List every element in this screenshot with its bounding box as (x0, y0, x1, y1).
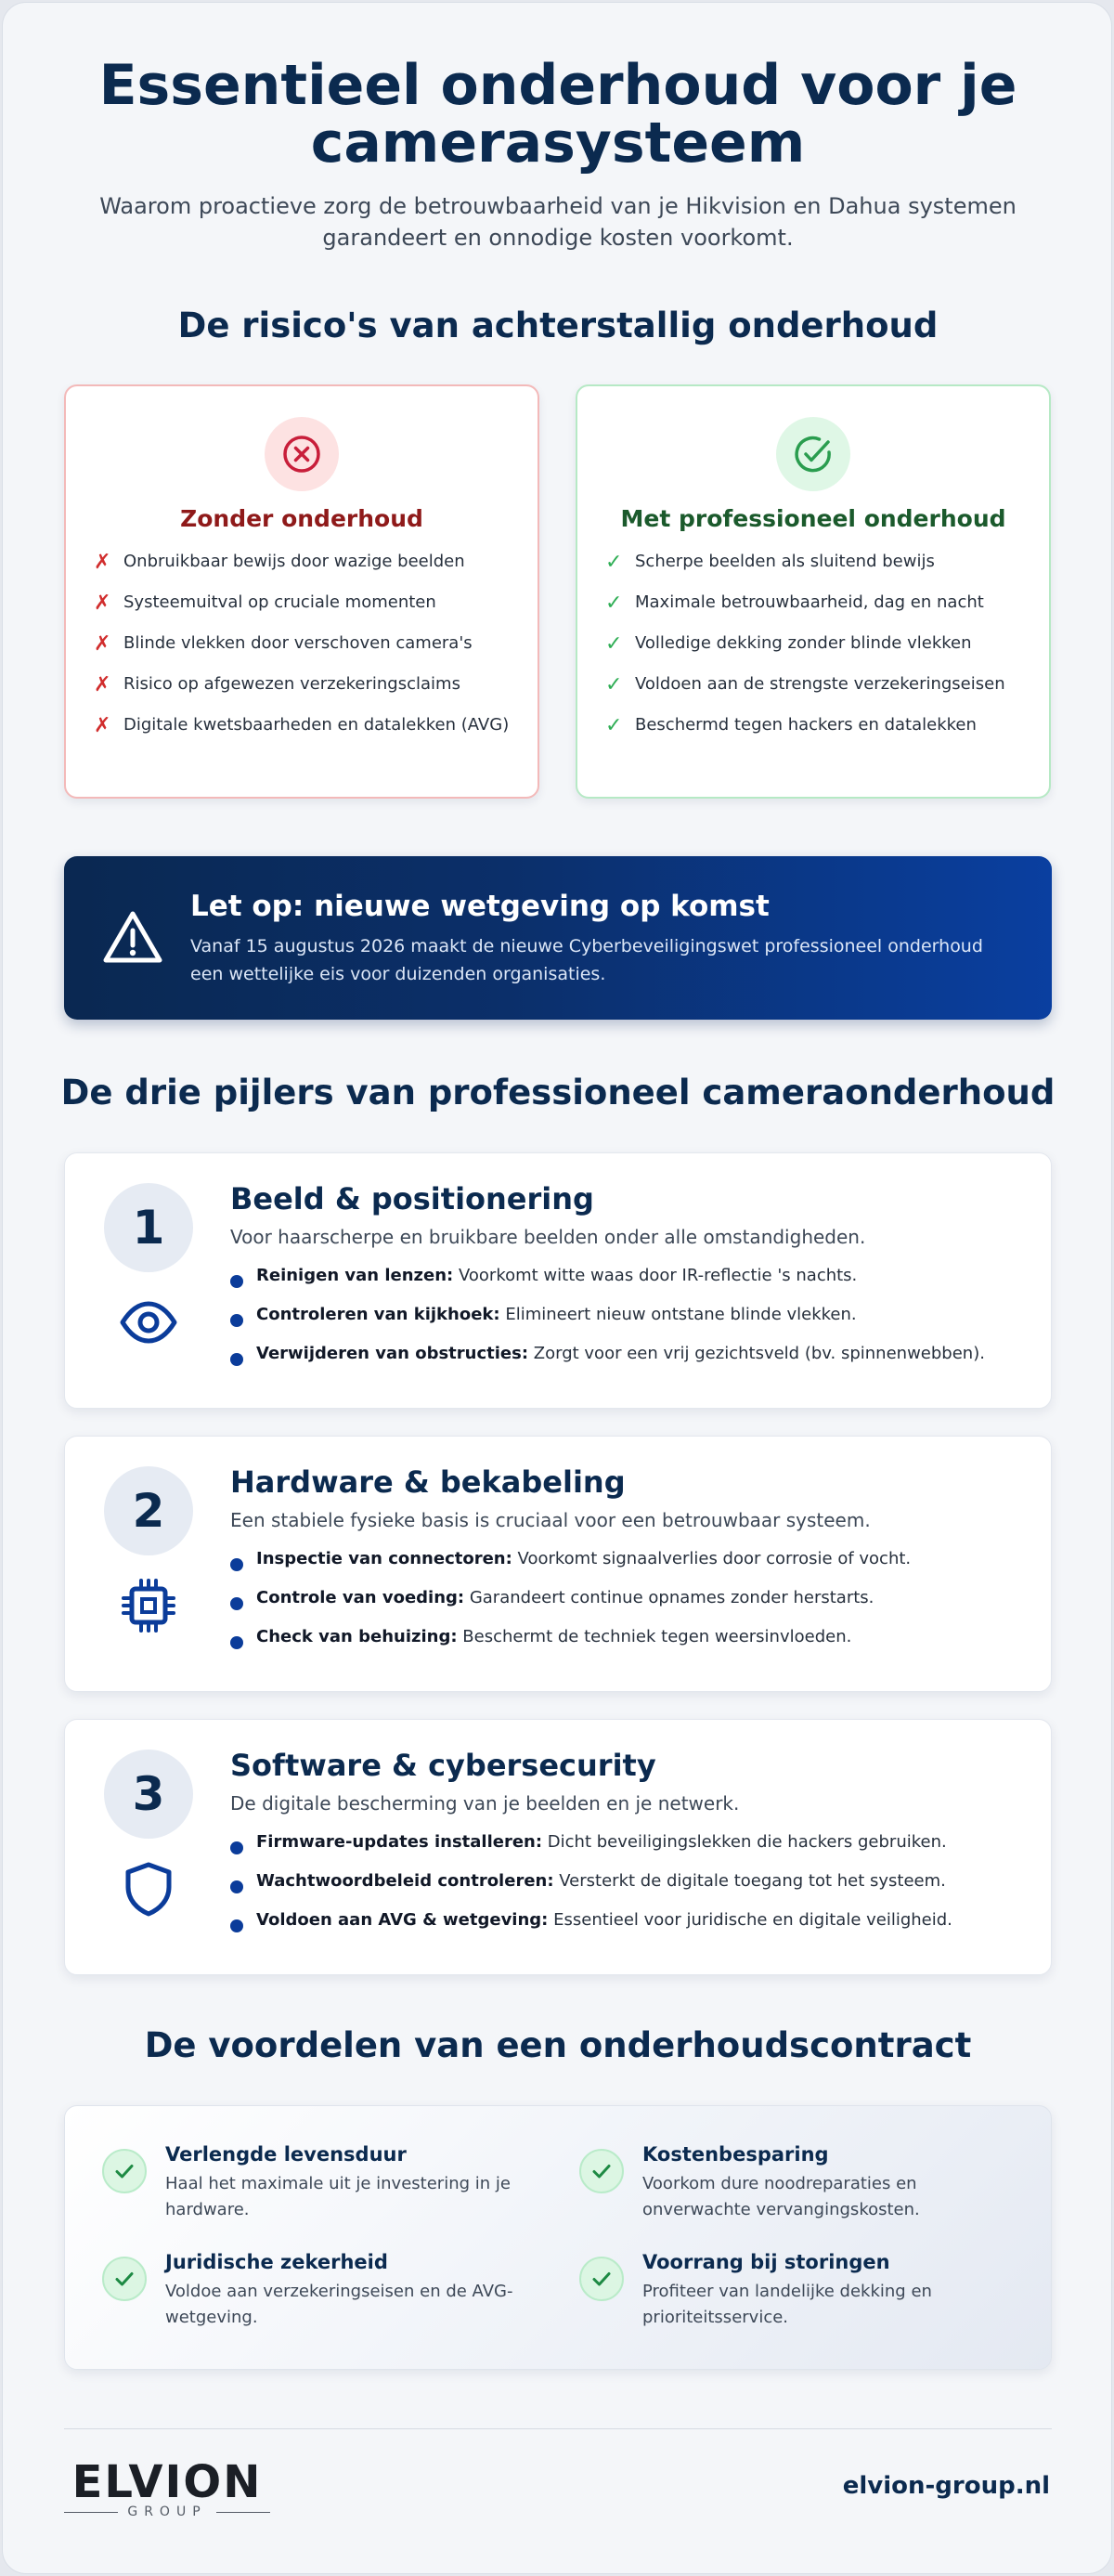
legislation-warning-banner (64, 856, 1052, 1020)
banner-title: Let op: nieuwe wetgeving op komst (190, 890, 770, 923)
check-mark-icon: ✓ (605, 551, 623, 574)
cross-mark-icon: ✗ (94, 632, 111, 656)
risk-item-text: Systeemuitval op cruciale momenten (123, 592, 436, 612)
benefit-text: Haal het maximale uit je investering in je hardware. (165, 2174, 511, 2219)
benefit-title: Juridische zekerheid (165, 2251, 388, 2273)
bullet-label: Check van behuizing: (256, 1627, 458, 1646)
risk-item-text: Digitale kwetsbaarheden en datalekken (AVG) (123, 715, 510, 735)
check-mark-icon: ✓ (605, 632, 623, 656)
bullet-text: Versterkt de digitale toegang tot het systeem. (553, 1871, 946, 1891)
bullet-dot (230, 1636, 243, 1649)
risks-section-title: De risico's van achterstallig onderhoud (177, 306, 939, 345)
list-item (230, 1624, 1029, 1650)
benefit-item-text: Scherpe beelden als sluitend bewijs (635, 552, 935, 571)
cross-mark-icon: ✗ (94, 592, 111, 615)
list-item (230, 1302, 1029, 1328)
without-maintenance-list (94, 549, 513, 753)
pillar-title: Beeld & positionering (230, 1181, 594, 1216)
pillar-title: Software & cybersecurity (230, 1748, 656, 1783)
pillar-number: 3 (104, 1750, 193, 1839)
elvion-logo (64, 2456, 270, 2519)
bullet-label: Voldoen aan AVG & wetgeving: (256, 1910, 549, 1930)
chip-icon (119, 1576, 178, 1635)
benefits-panel (64, 2105, 1052, 2370)
list-item (230, 1868, 1029, 1894)
page-subtitle: Waarom proactieve zorg de betrouwbaarheid van je Hikvision en Dahua systemen garandeert en onnodige kosten voorkomt. (99, 193, 1017, 251)
warning-triangle-icon (101, 906, 164, 969)
bullet-label: Controleren van kijkhoek: (256, 1305, 500, 1324)
pillars-section-title: De drie pijlers van professioneel cameraonderhoud (60, 1073, 1056, 1112)
bullet-text: Zorgt voor een vrij gezichtsveld (bv. spinnenwebben). (528, 1344, 985, 1363)
pillar-card-2 (64, 1436, 1052, 1692)
bullet-dot (230, 1841, 243, 1854)
check-icon (579, 2257, 624, 2301)
logo-subline (64, 2504, 270, 2519)
bullet-label: Controle van voeding: (256, 1588, 465, 1607)
x-circle-icon (265, 417, 339, 491)
pillar-bullet-list (230, 1263, 1029, 1380)
eye-icon (119, 1293, 178, 1352)
bullet-text: Voorkomt signaalverlies door corrosie of vocht. (512, 1549, 912, 1568)
benefit-text: Voorkom dure noodreparaties en onverwachte vervangingskosten. (642, 2174, 920, 2219)
list-item (94, 712, 513, 738)
benefits-section-title: De voordelen van een onderhoudscontract (144, 2025, 972, 2065)
list-item (230, 1546, 1029, 1572)
bullet-text: Beschermt de techniek tegen weersinvloeden. (457, 1627, 852, 1646)
benefit-item-text: Maximale betrouwbaarheid, dag en nacht (635, 592, 984, 612)
risk-item-text: Blinde vlekken door verschoven camera's (123, 633, 473, 653)
bullet-dot (230, 1353, 243, 1366)
list-item (605, 549, 1025, 575)
bullet-label: Reinigen van lenzen: (256, 1266, 454, 1285)
website-link[interactable]: elvion-group.nl (842, 2472, 1050, 2500)
logo-wordmark: ELVION (71, 2456, 263, 2508)
bullet-dot (230, 1597, 243, 1610)
check-mark-icon: ✓ (605, 673, 623, 696)
with-maintenance-title: Met professioneel onderhoud (620, 505, 1006, 532)
bullet-dot (230, 1558, 243, 1571)
pillar-bullet-list (230, 1546, 1029, 1663)
pillar-description: De digitale bescherming van je beelden en je netwerk. (230, 1792, 740, 1815)
pillar-number: 1 (104, 1183, 193, 1272)
benefit-text: Profiteer van landelijke dekking en prioriteitsservice. (642, 2282, 932, 2327)
pillar-bullet-list (230, 1829, 1029, 1946)
benefit-text: Voldoe aan verzekeringseisen en de AVG-wetgeving. (165, 2282, 513, 2327)
check-mark-icon: ✓ (605, 592, 623, 615)
bullet-label: Firmware-updates installeren: (256, 1832, 543, 1852)
list-item (605, 712, 1025, 738)
bullet-dot (230, 1919, 243, 1932)
with-maintenance-card (576, 384, 1051, 799)
bullet-label: Verwijderen van obstructies: (256, 1344, 529, 1363)
bullet-label: Inspectie van connectoren: (256, 1549, 512, 1568)
pillar-title: Hardware & bekabeling (230, 1464, 626, 1500)
list-item (94, 549, 513, 575)
list-item (605, 590, 1025, 616)
benefit-item-text: Voldoen aan de strengste verzekeringseisen (635, 674, 1005, 694)
cross-mark-icon: ✗ (94, 714, 111, 737)
without-maintenance-card (64, 384, 539, 799)
bullet-dot (230, 1880, 243, 1893)
page-title (3, 53, 1113, 176)
bullet-text: Dicht beveiligingslekken die hackers gebruiken. (542, 1832, 947, 1852)
bullet-text: Garandeert continue opnames zonder herstarts. (464, 1588, 874, 1607)
bullet-dot (230, 1314, 243, 1327)
bullet-label: Wachtwoordbeleid controleren: (256, 1871, 554, 1891)
benefit-item-text: Beschermd tegen hackers en datalekken (635, 715, 977, 735)
pillar-card-3 (64, 1719, 1052, 1975)
list-item (230, 1829, 1029, 1855)
shield-icon (119, 1859, 178, 1919)
with-maintenance-list (605, 549, 1025, 753)
cross-mark-icon: ✗ (94, 673, 111, 696)
benefit-item-text: Volledige dekking zonder blinde vlekken (635, 633, 972, 653)
list-item (94, 631, 513, 657)
banner-text: Vanaf 15 augustus 2026 maakt de nieuwe Cyberbeveiligingswet professioneel onderhoud een wettelijke eis voor duizenden organisaties. (190, 936, 983, 984)
list-item (230, 1907, 1029, 1933)
benefit-title: Kostenbesparing (642, 2143, 829, 2166)
risk-item-text: Onbruikbaar bewijs door wazige beelden (123, 552, 465, 571)
list-item (230, 1263, 1029, 1289)
check-icon (102, 2257, 147, 2301)
bullet-text: Elimineert nieuw ontstane blinde vlekken. (499, 1305, 857, 1324)
footer-divider (64, 2428, 1052, 2429)
check-icon (579, 2149, 624, 2193)
logo-subtext: GROUP (127, 2504, 207, 2519)
pillar-card-1 (64, 1152, 1052, 1409)
benefit-title: Voorrang bij storingen (642, 2251, 890, 2273)
check-icon (102, 2149, 147, 2193)
pillar-number: 2 (104, 1466, 193, 1555)
benefit-title: Verlengde levensduur (165, 2143, 407, 2166)
bullet-dot (230, 1275, 243, 1288)
pillar-description: Een stabiele fysieke basis is cruciaal voor een betrouwbaar systeem. (230, 1509, 871, 1531)
page-title-line-2: camerasysteem (310, 111, 806, 176)
check-mark-icon: ✓ (605, 714, 623, 737)
bullet-text: Voorkomt witte waas door IR-reflectie 's nachts. (453, 1266, 858, 1285)
infographic-page (2, 2, 1112, 2574)
bullet-text: Essentieel voor juridische en digitale veiligheid. (548, 1910, 952, 1930)
risk-item-text: Risico op afgewezen verzekeringsclaims (123, 674, 460, 694)
pillar-description: Voor haarscherpe en bruikbare beelden onder alle omstandigheden. (230, 1226, 866, 1248)
check-circle-icon (776, 417, 850, 491)
list-item (605, 631, 1025, 657)
page-title-line-1: Essentieel onderhoud voor je (98, 53, 1017, 118)
list-item (605, 671, 1025, 697)
without-maintenance-title: Zonder onderhoud (180, 505, 423, 532)
list-item (230, 1585, 1029, 1611)
list-item (230, 1341, 1029, 1367)
list-item (94, 590, 513, 616)
cross-mark-icon: ✗ (94, 551, 111, 574)
list-item (94, 671, 513, 697)
